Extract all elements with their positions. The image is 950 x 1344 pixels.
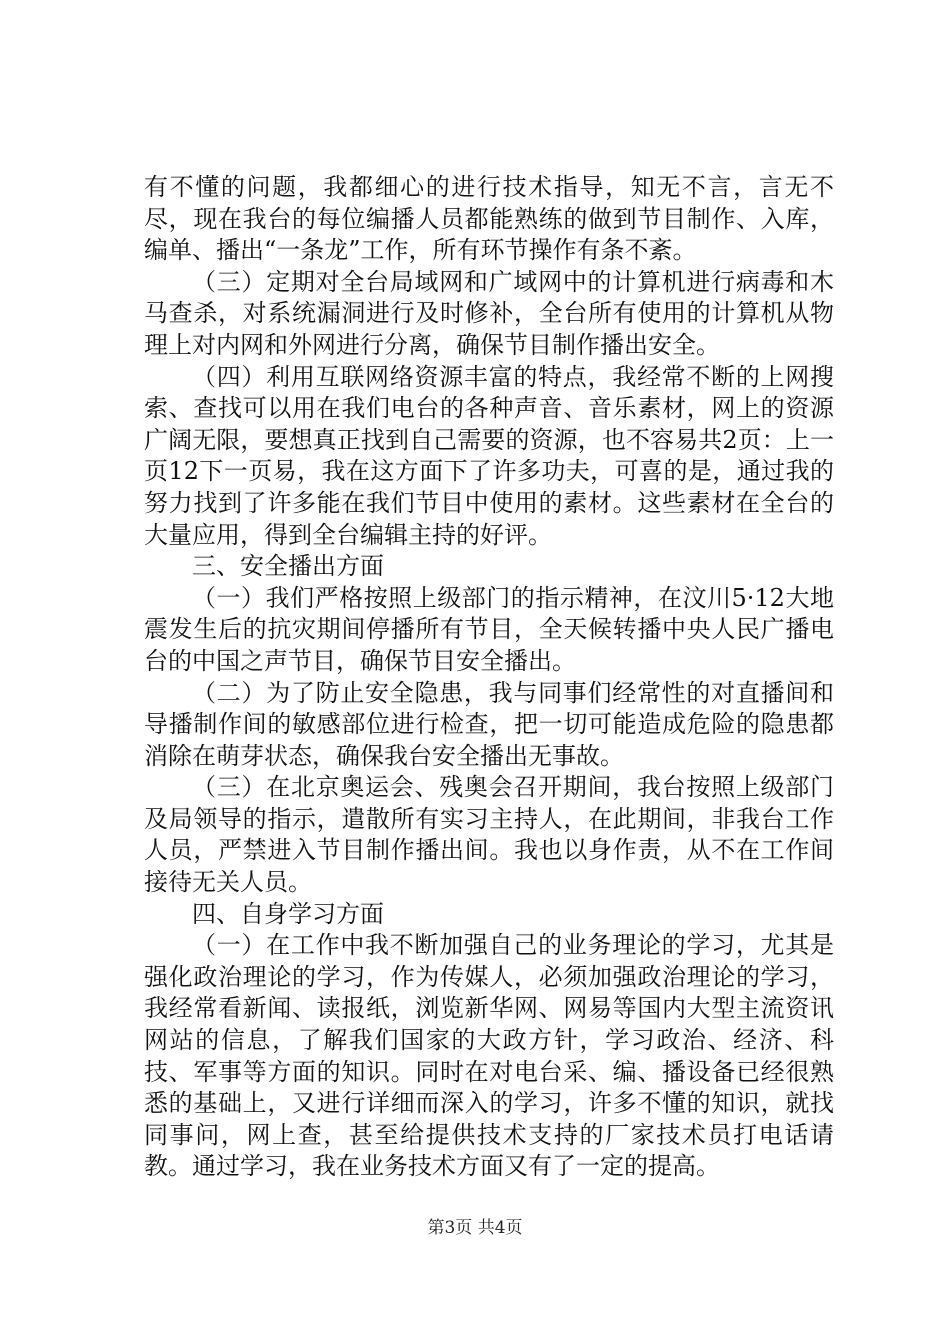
paragraph-5: （二）为了防止安全隐患，我与同事们经常性的对直播间和导播制作间的敏感部位进行检查，把一切可能造成危险的隐患都消除在萌芽状态，确保我台安全播出无事故。 [144, 678, 834, 770]
paragraph-4: （一）我们严格按照上级部门的指示精神，在汶川5·12大地震发生后的抗灾期间停播所有节目，全天候转播中央人民广播电台的中国之声节目，确保节目安全播出。 [144, 583, 834, 675]
page-footer: 第3页 共4页 [427, 1218, 523, 1238]
paragraph-1: 有不懂的问题，我都细心的进行技术指导，知无不言，言无不尽，现在我台的每位编播人员都能熟练的做到节目制作、入库，编单、播出“一条龙”工作，所有环节操作有条不紊。 [144, 173, 834, 265]
document-body [144, 172, 834, 1183]
paragraph-6: （三）在北京奥运会、残奥会召开期间，我台按照上级部门及局领导的指示，遣散所有实习主持人，在此期间，非我台工作人员，严禁进入节目制作播出间。我也以身作责，从不在工作间接待无关人员。 [144, 773, 834, 897]
paragraph-7: （一）在工作中我不断加强自己的业务理论的学习，尤其是强化政治理论的学习，作为传媒人，必须加强政治理论的学习，我经常看新闻、读报纸，浏览新华网、网易等国内大型主流资讯网站的信息，了解我们国家的大政方针，学习政治、经济、科技、军事等方面的知识。同时在对电台采、编、播设备已经很熟悉的基础上，又进行详细而深入的学习，许多不懂的知识，就找同事问，网上查，甚至给提供技术支持的厂家技术员打电话请教。通过学习，我在业务技术方面又有了一定的提高。 [144, 931, 834, 1181]
paragraph-3: （四）利用互联网络资源丰富的特点，我经常不断的上网搜索、查找可以用在我们电台的各种声音、音乐素材，网上的资源广阔无限，要想真正找到自己需要的资源，也不容易共2页：上一页12下一页易，我在这方面下了许多功夫，可喜的是，通过我的努力找到了许多能在我们节目中使用的素材。这些素材在全台的大量应用，得到全台编辑主持的好评。 [144, 362, 834, 549]
section-heading-3: 三、安全播出方面 [192, 552, 384, 581]
section-heading-4: 四、自身学习方面 [192, 899, 384, 928]
paragraph-2: （三）定期对全台局域网和广域网中的计算机进行病毒和木马查杀，对系统漏洞进行及时修补，全台所有使用的计算机从物理上对内网和外网进行分离，确保节目制作播出安全。 [144, 267, 834, 359]
